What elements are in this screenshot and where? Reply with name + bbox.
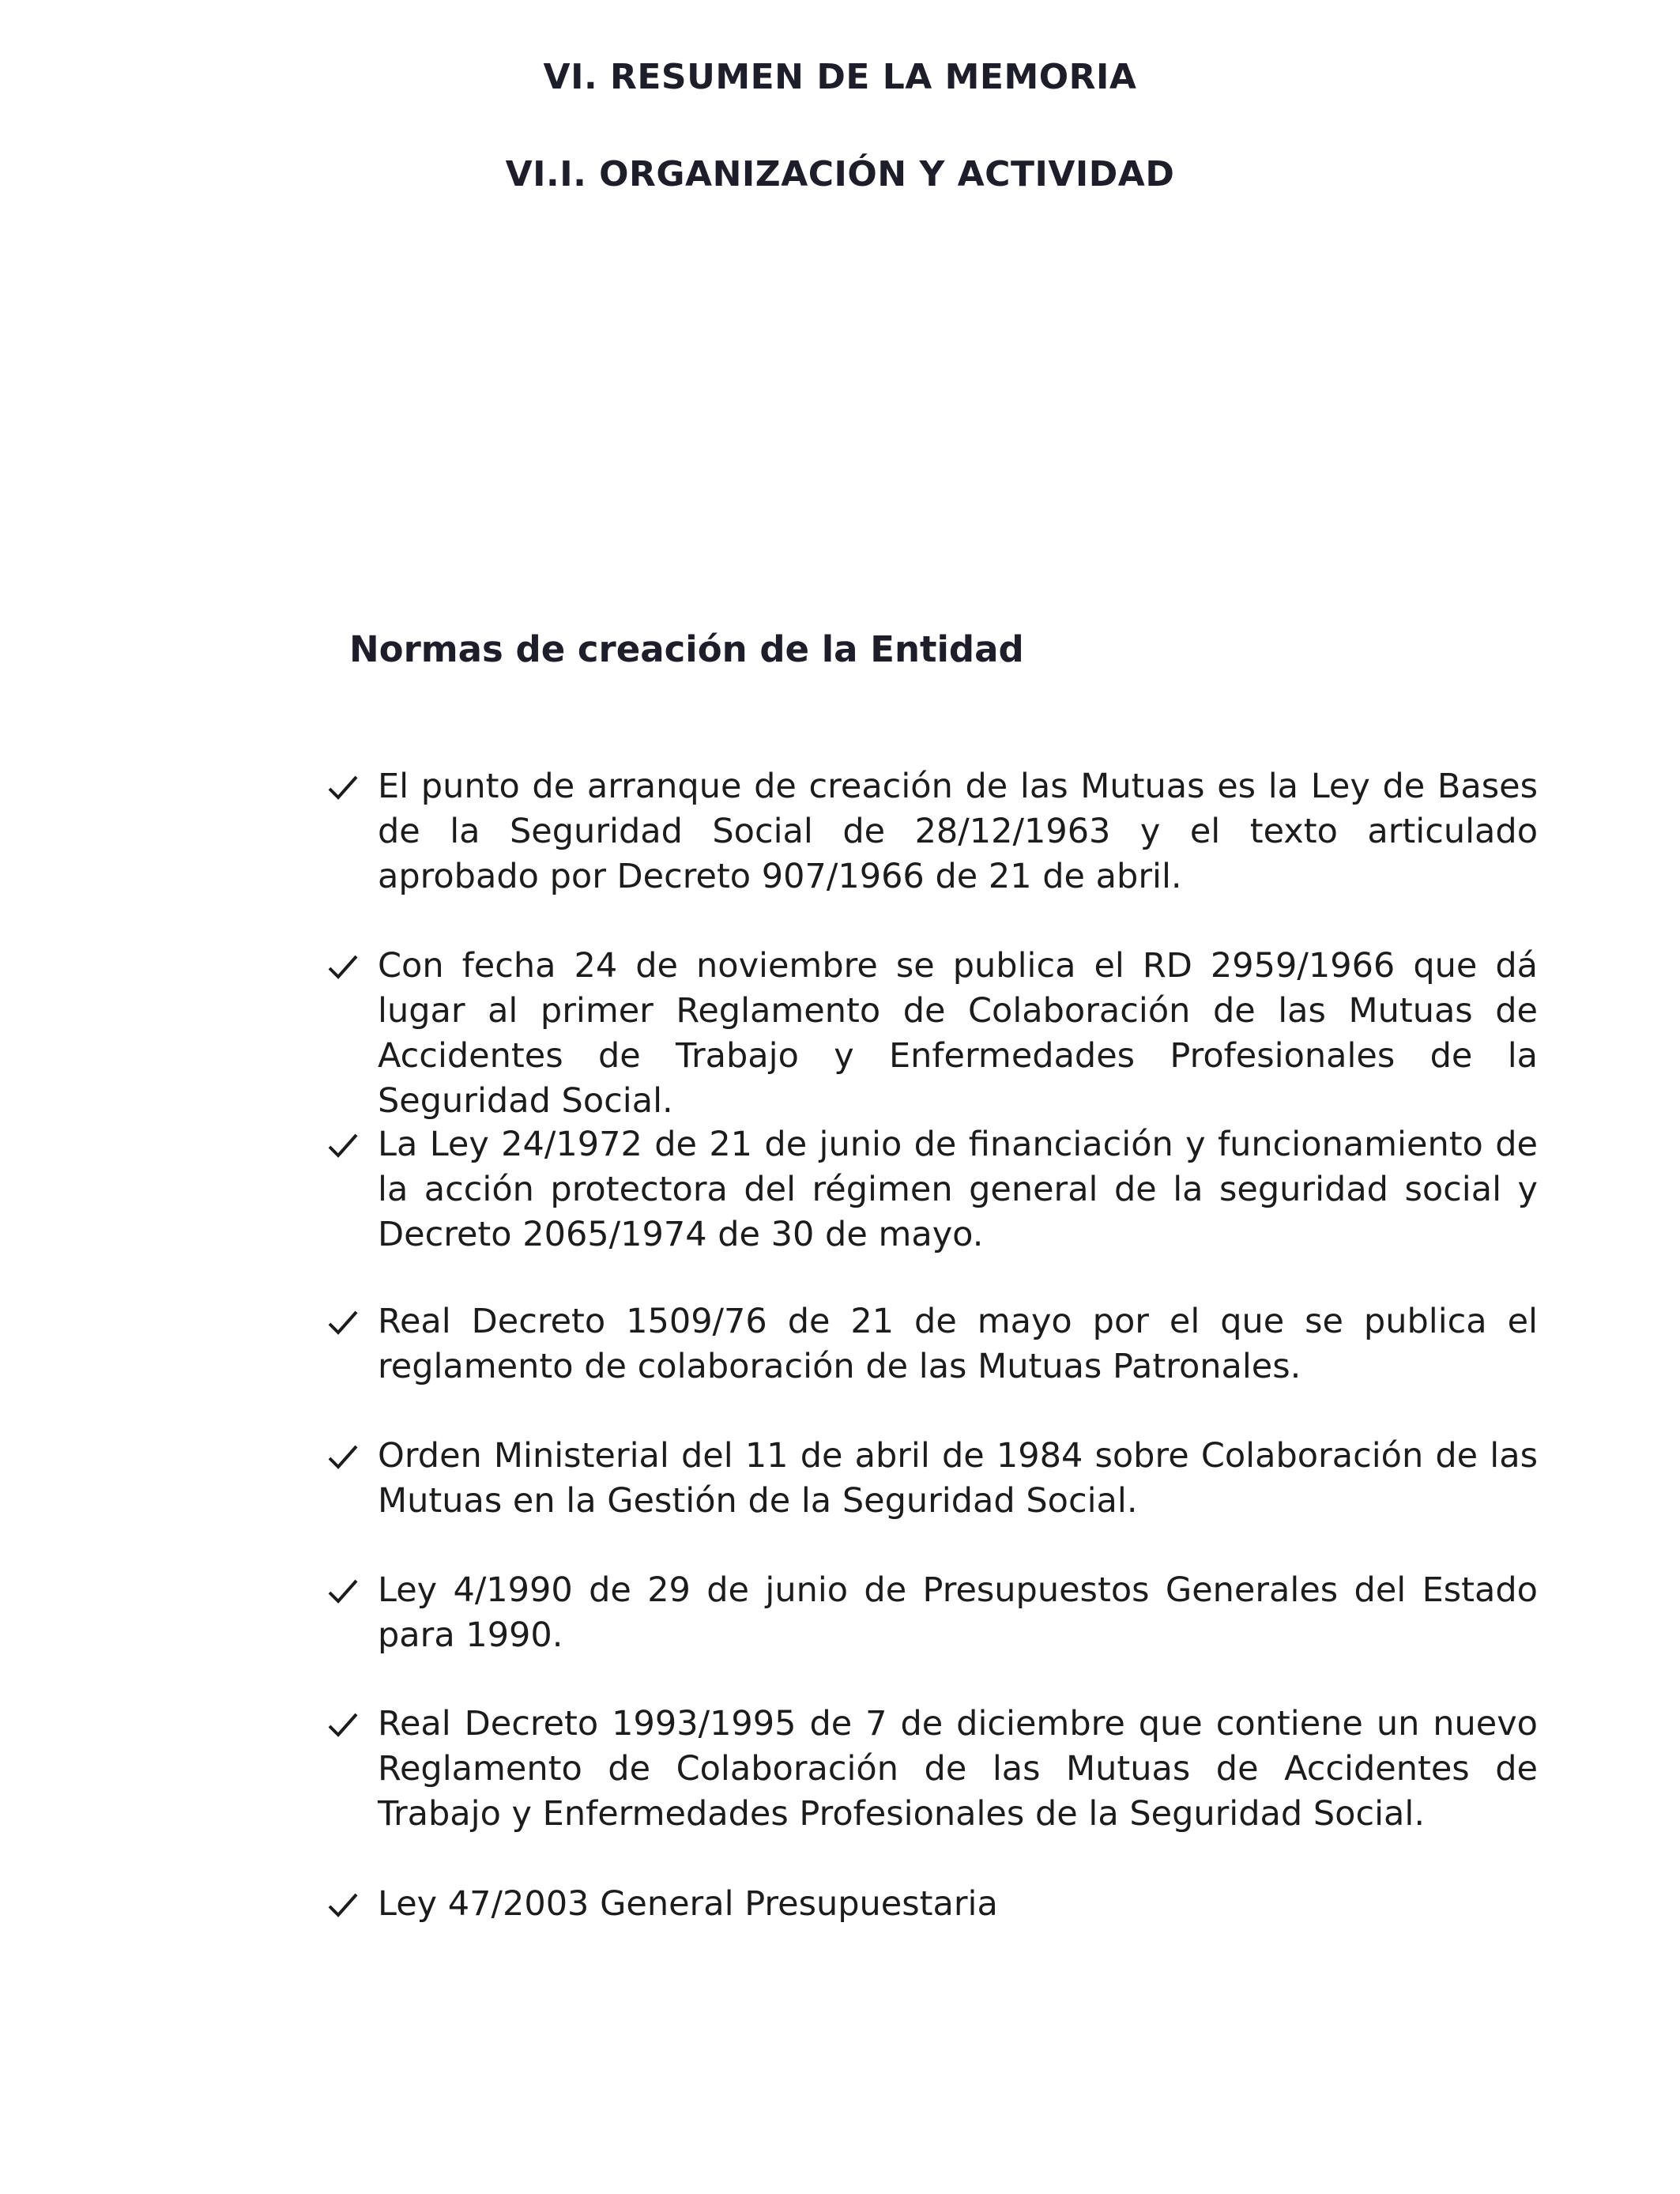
document-subtitle: VI.I. ORGANIZACIÓN Y ACTIVIDAD bbox=[505, 154, 1175, 194]
checkmark-icon bbox=[326, 1702, 358, 1747]
checkmark-icon bbox=[326, 1434, 358, 1479]
list-item bbox=[326, 764, 1538, 899]
list-item-text: La Ley 24/1972 de 21 de junio de financiación y funcionamiento de la acción protectora del régimen general de la seguridad social y Decreto 2065/1974 de 30 de mayo. bbox=[378, 1125, 1538, 1254]
list-item bbox=[326, 1568, 1538, 1658]
list-item bbox=[326, 1122, 1538, 1257]
checkmark-icon bbox=[326, 1299, 358, 1344]
list-item-text: Ley 4/1990 de 29 de junio de Presupuestos Generales del Estado para 1990. bbox=[378, 1570, 1538, 1655]
list-item-text: El punto de arranque de creación de las Mutuas es la Ley de Bases de la Seguridad Social de 28/12/1963 y el texto articulado aprobado por Decreto 907/1966 de 21 de abril. bbox=[378, 767, 1538, 896]
list-item bbox=[326, 1702, 1538, 1837]
list-item-text: Ley 47/2003 General Presupuestaria bbox=[378, 1884, 998, 1924]
list-item bbox=[326, 944, 1538, 1124]
document-title: VI. RESUMEN DE LA MEMORIA bbox=[543, 57, 1137, 97]
checkmark-icon bbox=[326, 1882, 358, 1927]
checkmark-icon bbox=[326, 1122, 358, 1167]
list-item bbox=[326, 1434, 1538, 1524]
list-item-text: Real Decreto 1993/1995 de 7 de diciembre que contiene un nuevo Reglamento de Colaboración de las Mutuas de Accidentes de Trabajo y Enfermedades Profesionales de la Seguridad Social. bbox=[378, 1704, 1538, 1834]
list-item-text: Real Decreto 1509/76 de 21 de mayo por el que se publica el reglamento de colaboración de las Mutuas Patronales. bbox=[378, 1302, 1538, 1386]
section-heading: Normas de creación de la Entidad bbox=[349, 628, 1024, 670]
checkmark-icon bbox=[326, 764, 358, 809]
checkmark-icon bbox=[326, 1568, 358, 1613]
list-item bbox=[326, 1299, 1538, 1389]
list-item-text: Con fecha 24 de noviembre se publica el RD 2959/1966 que dá lugar al primer Reglamento de Colaboración de las Mutuas de Accidentes de Trabajo y Enfermedades Profesionales de la Seguridad Social. bbox=[378, 946, 1538, 1121]
list-item bbox=[326, 1882, 1538, 1927]
checkmark-icon bbox=[326, 944, 358, 989]
list-item-text: Orden Ministerial del 11 de abril de 1984 sobre Colaboración de las Mutuas en la Gestión de la Seguridad Social. bbox=[378, 1436, 1538, 1521]
